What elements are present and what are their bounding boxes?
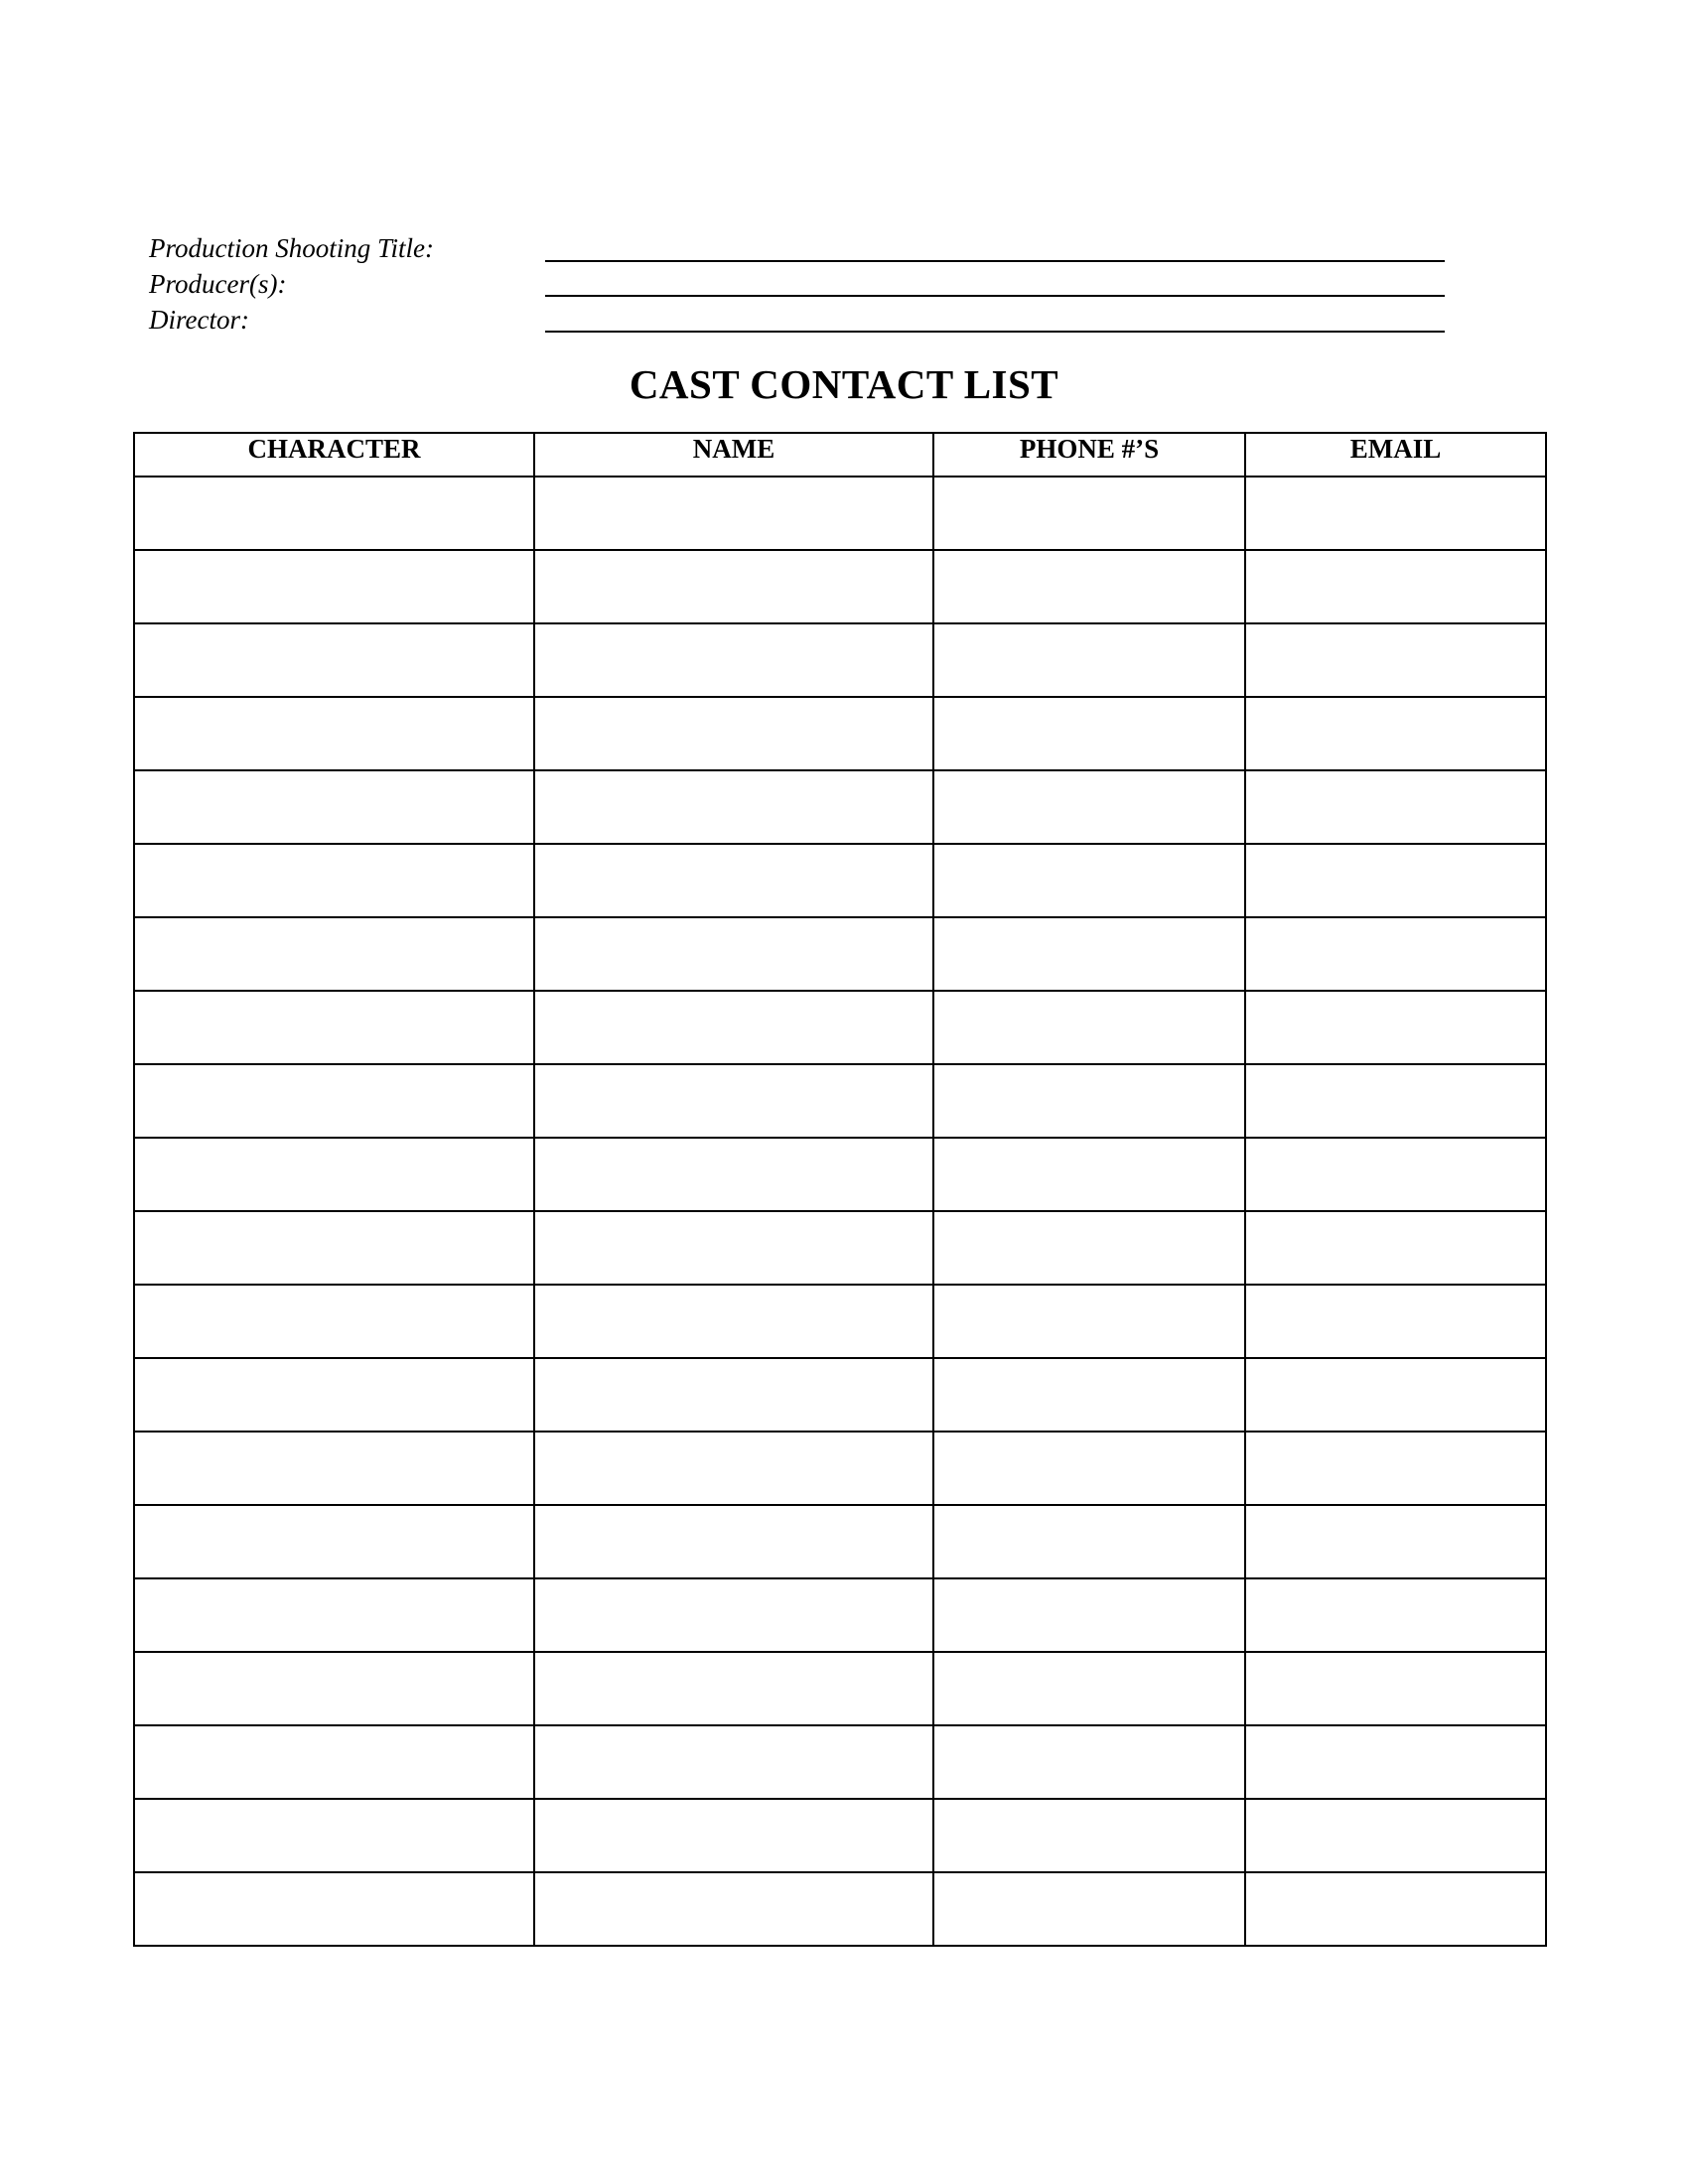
email-cell[interactable] [1245, 1725, 1546, 1799]
name-cell[interactable] [534, 477, 933, 550]
table-header-row [134, 433, 1546, 477]
email-cell[interactable] [1245, 1138, 1546, 1211]
phone-cell[interactable] [933, 1725, 1245, 1799]
character-cell[interactable] [134, 844, 534, 917]
character-cell[interactable] [134, 1578, 534, 1652]
name-cell[interactable] [534, 623, 933, 697]
table-body [134, 477, 1546, 1946]
table-row [134, 991, 1546, 1064]
name-cell[interactable] [534, 991, 933, 1064]
email-cell[interactable] [1245, 1211, 1546, 1285]
name-cell[interactable] [534, 917, 933, 991]
production-title-label: Production Shooting Title: [149, 233, 434, 263]
page-title: CAST CONTACT LIST [629, 361, 1059, 407]
email-cell[interactable] [1245, 550, 1546, 623]
table-row [134, 1432, 1546, 1505]
phone-cell[interactable] [933, 697, 1245, 770]
email-cell[interactable] [1245, 1358, 1546, 1432]
name-cell[interactable] [534, 1799, 933, 1872]
table-row [134, 917, 1546, 991]
phone-cell[interactable] [933, 1138, 1245, 1211]
character-cell[interactable] [134, 770, 534, 844]
character-cell[interactable] [134, 1285, 534, 1358]
character-cell[interactable] [134, 1725, 534, 1799]
email-cell[interactable] [1245, 1285, 1546, 1358]
name-cell[interactable] [534, 1211, 933, 1285]
table-row [134, 1578, 1546, 1652]
producers-input-line[interactable] [545, 295, 1445, 297]
email-cell[interactable] [1245, 1872, 1546, 1946]
name-cell[interactable] [534, 1872, 933, 1946]
table-row [134, 1138, 1546, 1211]
name-cell[interactable] [534, 697, 933, 770]
phone-cell[interactable] [933, 477, 1245, 550]
character-cell[interactable] [134, 1211, 534, 1285]
email-cell[interactable] [1245, 1064, 1546, 1138]
character-cell[interactable] [134, 1872, 534, 1946]
phone-cell[interactable] [933, 1799, 1245, 1872]
email-cell[interactable] [1245, 991, 1546, 1064]
name-cell[interactable] [534, 1578, 933, 1652]
character-cell[interactable] [134, 550, 534, 623]
name-cell[interactable] [534, 1432, 933, 1505]
email-cell[interactable] [1245, 844, 1546, 917]
phone-cell[interactable] [933, 1652, 1245, 1725]
table-row [134, 550, 1546, 623]
phone-cell[interactable] [933, 623, 1245, 697]
phone-cell[interactable] [933, 1064, 1245, 1138]
phone-cell[interactable] [933, 1872, 1245, 1946]
phone-cell[interactable] [933, 770, 1245, 844]
table-row [134, 1799, 1546, 1872]
name-cell[interactable] [534, 1505, 933, 1578]
name-cell[interactable] [534, 550, 933, 623]
character-cell[interactable] [134, 1652, 534, 1725]
character-cell[interactable] [134, 1505, 534, 1578]
column-header-name: NAME [534, 433, 933, 477]
character-cell[interactable] [134, 991, 534, 1064]
character-cell[interactable] [134, 477, 534, 550]
director-label: Director: [149, 305, 249, 335]
table-row [134, 1725, 1546, 1799]
email-cell[interactable] [1245, 477, 1546, 550]
phone-cell[interactable] [933, 917, 1245, 991]
name-cell[interactable] [534, 844, 933, 917]
phone-cell[interactable] [933, 1578, 1245, 1652]
character-cell[interactable] [134, 1138, 534, 1211]
table-row [134, 1285, 1546, 1358]
phone-cell[interactable] [933, 1505, 1245, 1578]
table-row [134, 770, 1546, 844]
email-cell[interactable] [1245, 1505, 1546, 1578]
character-cell[interactable] [134, 697, 534, 770]
phone-cell[interactable] [933, 1432, 1245, 1505]
table-row [134, 1652, 1546, 1725]
table-row [134, 1064, 1546, 1138]
email-cell[interactable] [1245, 770, 1546, 844]
table-row [134, 697, 1546, 770]
phone-cell[interactable] [933, 1358, 1245, 1432]
phone-cell[interactable] [933, 1211, 1245, 1285]
email-cell[interactable] [1245, 1432, 1546, 1505]
table-row [134, 844, 1546, 917]
column-header-phone: PHONE #’S [933, 433, 1245, 477]
character-cell[interactable] [134, 623, 534, 697]
table-row [134, 623, 1546, 697]
table-row [134, 1872, 1546, 1946]
character-cell[interactable] [134, 1358, 534, 1432]
character-cell[interactable] [134, 1799, 534, 1872]
character-cell[interactable] [134, 1432, 534, 1505]
phone-cell[interactable] [933, 1285, 1245, 1358]
name-cell[interactable] [534, 1358, 933, 1432]
name-cell[interactable] [534, 1138, 933, 1211]
email-cell[interactable] [1245, 1578, 1546, 1652]
phone-cell[interactable] [933, 991, 1245, 1064]
table-row [134, 477, 1546, 550]
cast-contact-table [133, 432, 1547, 1947]
email-cell[interactable] [1245, 1652, 1546, 1725]
column-header-character: CHARACTER [134, 433, 534, 477]
name-cell[interactable] [534, 770, 933, 844]
character-cell[interactable] [134, 1064, 534, 1138]
table-row [134, 1211, 1546, 1285]
phone-cell[interactable] [933, 844, 1245, 917]
name-cell[interactable] [534, 1652, 933, 1725]
production-title-input-line[interactable] [545, 260, 1445, 262]
email-cell[interactable] [1245, 697, 1546, 770]
table-row [134, 1505, 1546, 1578]
character-cell[interactable] [134, 917, 534, 991]
name-cell[interactable] [534, 1064, 933, 1138]
table-row [134, 1358, 1546, 1432]
email-cell[interactable] [1245, 917, 1546, 991]
name-cell[interactable] [534, 1285, 933, 1358]
producers-label: Producer(s): [149, 269, 287, 299]
email-cell[interactable] [1245, 1799, 1546, 1872]
name-cell[interactable] [534, 1725, 933, 1799]
column-header-email: EMAIL [1245, 433, 1546, 477]
phone-cell[interactable] [933, 550, 1245, 623]
email-cell[interactable] [1245, 623, 1546, 697]
director-input-line[interactable] [545, 331, 1445, 333]
